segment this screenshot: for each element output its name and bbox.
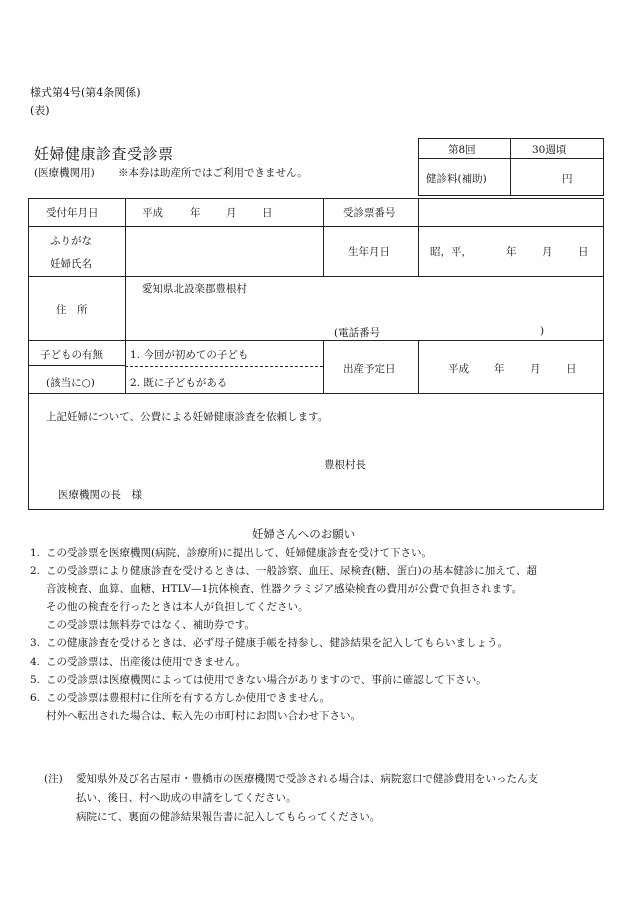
footnote-line: 病院にて、裏面の健診結果報告書に記入してもらってください。	[76, 811, 381, 823]
reception-date-label: 受付年月日	[46, 207, 99, 219]
footnote-label: (注)	[44, 773, 63, 785]
reception-year: 年	[190, 207, 201, 219]
list-item-number: 2.	[30, 565, 41, 578]
address-value: 愛知県北設楽郡豊根村	[142, 283, 247, 295]
list-item-line: この受診票により健康診査を受けるときは、一般診察、血圧、尿検査(糖、蛋白)の基本健診に加えて、超	[46, 565, 537, 578]
list-item-number: 1.	[30, 547, 41, 559]
birth-era: 昭，平，	[430, 246, 472, 258]
due-day: 日	[566, 363, 577, 375]
request-text: 上記妊婦について、公費による妊婦健康診査を依頼します。	[46, 411, 329, 423]
birth-day: 日	[578, 246, 589, 258]
list-item	[30, 671, 620, 689]
list-item-line: この受診票は、出産後は使用できません。	[46, 655, 247, 668]
request-issuer: 豊根村長	[324, 459, 366, 471]
fee-unit: 円	[562, 173, 573, 185]
list-item	[30, 653, 620, 671]
children-option-first[interactable]: 1. 今回が初めての子ども	[130, 349, 249, 361]
reception-era: 平成	[142, 207, 163, 219]
list-item-line: この受診票を医療機関(病院、診療所)に提出して、妊婦健康診査を受けて下さい。	[46, 547, 432, 559]
due-date-label: 出産予定日	[343, 363, 396, 375]
footnote-line: 払い、後日、村へ助成の申請をしてください。	[76, 792, 297, 804]
due-month: 月	[530, 363, 541, 375]
list-item-number: 5.	[30, 673, 41, 686]
ticket-no-field[interactable]	[424, 201, 600, 223]
reception-month: 月	[226, 207, 237, 219]
form-notice: ※本券は助産所ではご利用できません。	[118, 167, 308, 179]
list-item-line: この受診票は豊根村に住所を有する方しか使用できません。	[46, 691, 331, 704]
list-item-number: 3.	[30, 637, 41, 650]
fee-label: 健診料(補助)	[426, 173, 487, 185]
request-addressee: 医療機関の長 様	[58, 489, 142, 501]
phone-open: (電話番号	[334, 327, 381, 339]
visit-count: 第8回	[448, 144, 476, 156]
requests-list	[30, 544, 620, 725]
due-year: 年	[494, 363, 505, 375]
name-field[interactable]	[130, 230, 318, 272]
requests-heading: 妊婦さんへのお願い	[252, 527, 356, 541]
children-label: 子どもの有無	[40, 349, 103, 361]
footnote	[44, 770, 614, 827]
children-note: (該当に○)	[46, 377, 95, 389]
list-item-number: 6.	[30, 691, 41, 704]
list-item-number: 4.	[30, 655, 41, 668]
form-sub-label: (医療機関用)	[34, 167, 95, 179]
list-item	[30, 634, 620, 652]
footnote-line: 愛知県外及び名古屋市・豊橋市の医療機関で受診される場合は、病院窓口で健診費用をいったん支	[76, 773, 538, 785]
list-item-line: 音波検査、血算、血糖、HTLV—1抗体検査、性器クラミジア感染検査の費用が公費で負担されます。	[46, 583, 523, 596]
form-id: 様式第4号(第4条関係)	[30, 86, 141, 99]
list-item-line: 村外へ転出された場合は、転入先の市町村にお問い合わせ下さい。	[46, 709, 361, 722]
due-era: 平成	[448, 363, 469, 375]
list-item-line: この健康診査を受けるときは、必ず母子健康手帳を持参し、健診結果を記入してもらいましょう。	[46, 637, 508, 650]
list-item-line: この受診票は医療機関によっては使用できない場合がありますので、事前に確認して下さい。	[46, 673, 487, 686]
birth-year: 年	[506, 246, 517, 258]
birth-date-label: 生年月日	[348, 246, 390, 258]
name-label: 妊婦氏名	[50, 258, 92, 270]
list-item-line: その他の検査を行ったときは本人が負担してください。	[46, 601, 309, 614]
reception-day: 日	[262, 207, 273, 219]
children-option-existing[interactable]: 2. 既に子どもがある	[130, 377, 228, 389]
address-label: 住 所	[56, 304, 88, 316]
phone-close: )	[540, 325, 545, 337]
ticket-no-label: 受診票番号	[343, 207, 396, 219]
birth-month: 月	[542, 246, 553, 258]
list-item	[30, 562, 620, 634]
list-item-line: この受診票は無料券ではなく、補助券です。	[46, 619, 255, 632]
furigana-label: ふりがな	[50, 235, 92, 247]
visit-weeks: 30週頃	[532, 144, 567, 156]
form-title: 妊婦健康診査受診票	[34, 145, 174, 163]
list-item	[30, 689, 620, 725]
form-side: (表)	[30, 104, 50, 117]
list-item	[30, 544, 620, 562]
